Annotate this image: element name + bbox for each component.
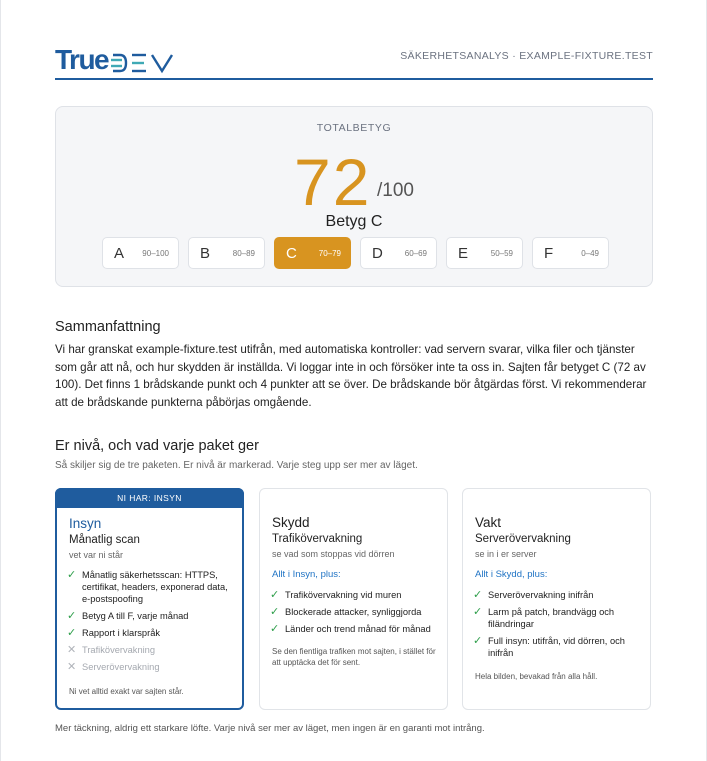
plan-name: Insyn	[69, 516, 102, 531]
plan-tagline: se in i er server	[475, 549, 537, 559]
check-icon: ✓	[270, 623, 280, 635]
logo-dev-mark	[110, 52, 180, 74]
grade-letter: D	[372, 245, 383, 262]
report-subject: SÄKERHETSANALYS · EXAMPLE-FIXTURE.TEST	[400, 50, 653, 62]
grade-chip-a	[102, 237, 179, 269]
summary-title: Sammanfattning	[55, 319, 161, 335]
plan-feature: ✓ Full insyn: utifrån, vid dörren, och inifrån	[473, 635, 625, 658]
grade-letter: F	[544, 245, 554, 262]
plan-feature-excluded: ✕ Trafikövervakning	[67, 644, 156, 656]
plan-includes: Allt i Skydd, plus:	[475, 569, 548, 580]
grade-range: 70–79	[318, 249, 341, 258]
grade-letter: E	[458, 245, 469, 262]
plan-name: Vakt	[475, 515, 502, 530]
grade-chip-c-active	[274, 237, 351, 269]
grade-range: 60–69	[404, 249, 427, 258]
plan-footer: Ni vet alltid exakt var sajten står.	[69, 687, 184, 696]
plan-card-skydd	[259, 488, 448, 710]
plan-card-vakt	[462, 488, 651, 710]
plan-footer: Hela bilden, bevakad från alla håll.	[475, 672, 598, 681]
grade-scale	[102, 237, 609, 269]
plan-feature-list	[67, 569, 234, 678]
grade-range: 50–59	[490, 249, 513, 258]
levels-footnote: Mer täckning, aldrig ett starkare löfte. Varje nivå ser mer av läget, men ingen är en garanti mot intrång.	[55, 723, 485, 734]
plan-feature-list	[270, 589, 439, 640]
check-icon: ✓	[67, 569, 77, 581]
grade-letter: A	[114, 245, 125, 262]
total-score-max: /100	[377, 180, 414, 201]
total-score-value: 72	[294, 145, 372, 219]
current-plan-banner: NI HAR: INSYN	[55, 488, 244, 508]
plan-feature: ✓ Larm på patch, brandvägg och filändringar	[473, 606, 615, 629]
check-icon: ✓	[270, 606, 280, 618]
truedev-logo	[55, 46, 180, 74]
levels-title: Er nivå, och vad varje paket ger	[55, 438, 259, 454]
logo-text-true: True	[55, 44, 109, 75]
check-icon: ✓	[473, 589, 483, 601]
plan-feature: ✓ Rapport i klarspråk	[67, 627, 161, 639]
check-icon: ✓	[473, 635, 483, 647]
levels-subtitle: Så skiljer sig de tre paketen. Er nivå är markerad. Varje steg upp ser mer av läget.	[55, 460, 418, 471]
plan-card-insyn	[55, 488, 244, 710]
plan-subtitle: Trafikövervakning	[272, 533, 363, 545]
plan-feature: ✓ Betyg A till F, varje månad	[67, 610, 189, 622]
total-score-label: TOTALBETYG	[316, 122, 392, 134]
plan-feature: ✓ Länder och trend månad för månad	[270, 623, 431, 635]
plan-tagline: se vad som stoppas vid dörren	[272, 549, 395, 559]
grade-range: 0–49	[581, 249, 599, 258]
plan-feature-excluded: ✕ Serverövervakning	[67, 661, 160, 673]
svg-text:DEV: DEV	[110, 52, 113, 53]
cross-icon: ✕	[67, 661, 77, 673]
plan-footer: Se den fientliga trafiken mot sajten, i stället för att upptäcka det för sent.	[272, 647, 436, 667]
plan-subtitle: Serverövervakning	[475, 533, 571, 545]
plan-name: Skydd	[272, 515, 310, 530]
grade-chip-b	[188, 237, 265, 269]
plan-subtitle: Månatlig scan	[69, 534, 140, 546]
grade-chip-d	[360, 237, 437, 269]
score-card	[55, 106, 653, 287]
grade-letter: B	[200, 245, 211, 262]
check-icon: ✓	[67, 610, 77, 622]
check-icon: ✓	[67, 627, 77, 639]
plan-feature-list	[473, 589, 642, 664]
grade-letter: C	[286, 245, 297, 262]
plan-feature: ✓ Trafikövervakning vid muren	[270, 589, 402, 601]
grade-chip-e	[446, 237, 523, 269]
grade-range: 80–89	[232, 249, 255, 258]
check-icon: ✓	[473, 606, 483, 618]
plan-feature: ✓ Månatlig säkerhetsscan: HTTPS, certifikat, headers, exponerad data, e-postspoofing	[67, 569, 228, 604]
check-icon: ✓	[270, 589, 280, 601]
report-header	[55, 44, 653, 80]
plan-includes: Allt i Insyn, plus:	[272, 569, 341, 580]
plan-feature: ✓ Serverövervakning inifrån	[473, 589, 594, 601]
grade-chip-f	[532, 237, 609, 269]
grade-range: 90–100	[142, 249, 169, 258]
plan-feature: ✓ Blockerade attacker, synliggjorda	[270, 606, 422, 618]
grade-label: Betyg C	[325, 213, 383, 230]
summary-text: Vi har granskat example-fixture.test utifrån, med automatiska kontroller: vad servern svarar, vilka filer och tjänster som går att nå, och hur skydden är inställda. Vi loggar inte in och försöker inte ta oss in. Sajten får betyget C (72 av 100). Det finns 1 brådskande punkt och 4 punkter att se över. De brådskande bör åtgärdas först. Vi rekommenderar att de brådskande punkterna påbörjas omgående.	[55, 343, 647, 409]
plan-tagline: vet var ni står	[69, 550, 124, 560]
cross-icon: ✕	[67, 644, 77, 656]
